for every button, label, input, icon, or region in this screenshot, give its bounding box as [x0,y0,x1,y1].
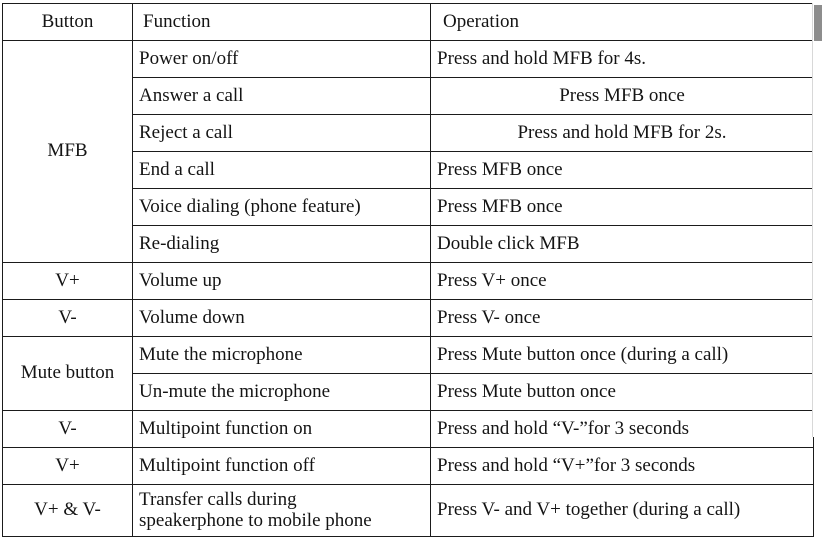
cell-operation: Press V- and V+ together (during a call) [431,485,814,537]
cell-function: Multipoint function off [133,448,431,485]
cell-operation: Press Mute button once [431,374,814,411]
table-header-row [3,4,814,41]
cell-button-vplus: V+ [3,263,133,300]
cell-function: Volume down [133,300,431,337]
header-function: Function [133,4,431,41]
table-row [3,485,814,537]
cell-function: Answer a call [133,78,431,115]
cell-function: End a call [133,152,431,189]
table-row [3,263,814,300]
cell-operation: Press and hold “V-”for 3 seconds [431,411,814,448]
cell-button-vminus-multipoint: V- [3,411,133,448]
cell-function: Reject a call [133,115,431,152]
cell-function: Multipoint function on [133,411,431,448]
button-function-table [2,3,814,537]
header-button: Button [3,4,133,41]
cell-operation: Press Mute button once (during a call) [431,337,814,374]
cell-function-line2: speakerphone to mobile phone [139,510,372,531]
cell-function: Power on/off [133,41,431,78]
cell-operation: Press V- once [431,300,814,337]
cell-operation: Press MFB once [431,189,814,226]
header-operation: Operation [431,4,814,41]
cell-function: Volume up [133,263,431,300]
document-page [0,3,823,531]
table-row [3,411,814,448]
table-row [3,448,814,485]
cell-button-mute: Mute button [3,337,133,411]
cell-function-line1: Transfer calls during [139,488,297,510]
vertical-scrollbar[interactable] [812,3,823,437]
cell-operation: Press MFB once [431,152,814,189]
table-row [3,337,814,374]
cell-operation: Press V+ once [431,263,814,300]
cell-function [133,485,431,537]
cell-operation: Press and hold MFB for 4s. [431,41,814,78]
cell-function: Re-dialing [133,226,431,263]
scrollbar-thumb[interactable] [814,5,822,41]
cell-function: Un-mute the microphone [133,374,431,411]
cell-operation: Press and hold “V+”for 3 seconds [431,448,814,485]
cell-button-vminus: V- [3,300,133,337]
cell-button-mfb: MFB [3,41,133,263]
cell-operation: Press MFB once [431,78,814,115]
cell-button-vplus-multipoint: V+ [3,448,133,485]
cell-operation: Press and hold MFB for 2s. [431,115,814,152]
cell-operation: Double click MFB [431,226,814,263]
table-row [3,300,814,337]
cell-button-vplus-vminus: V+ & V- [3,485,133,537]
table-row [3,41,814,78]
cell-function: Mute the microphone [133,337,431,374]
cell-function: Voice dialing (phone feature) [133,189,431,226]
